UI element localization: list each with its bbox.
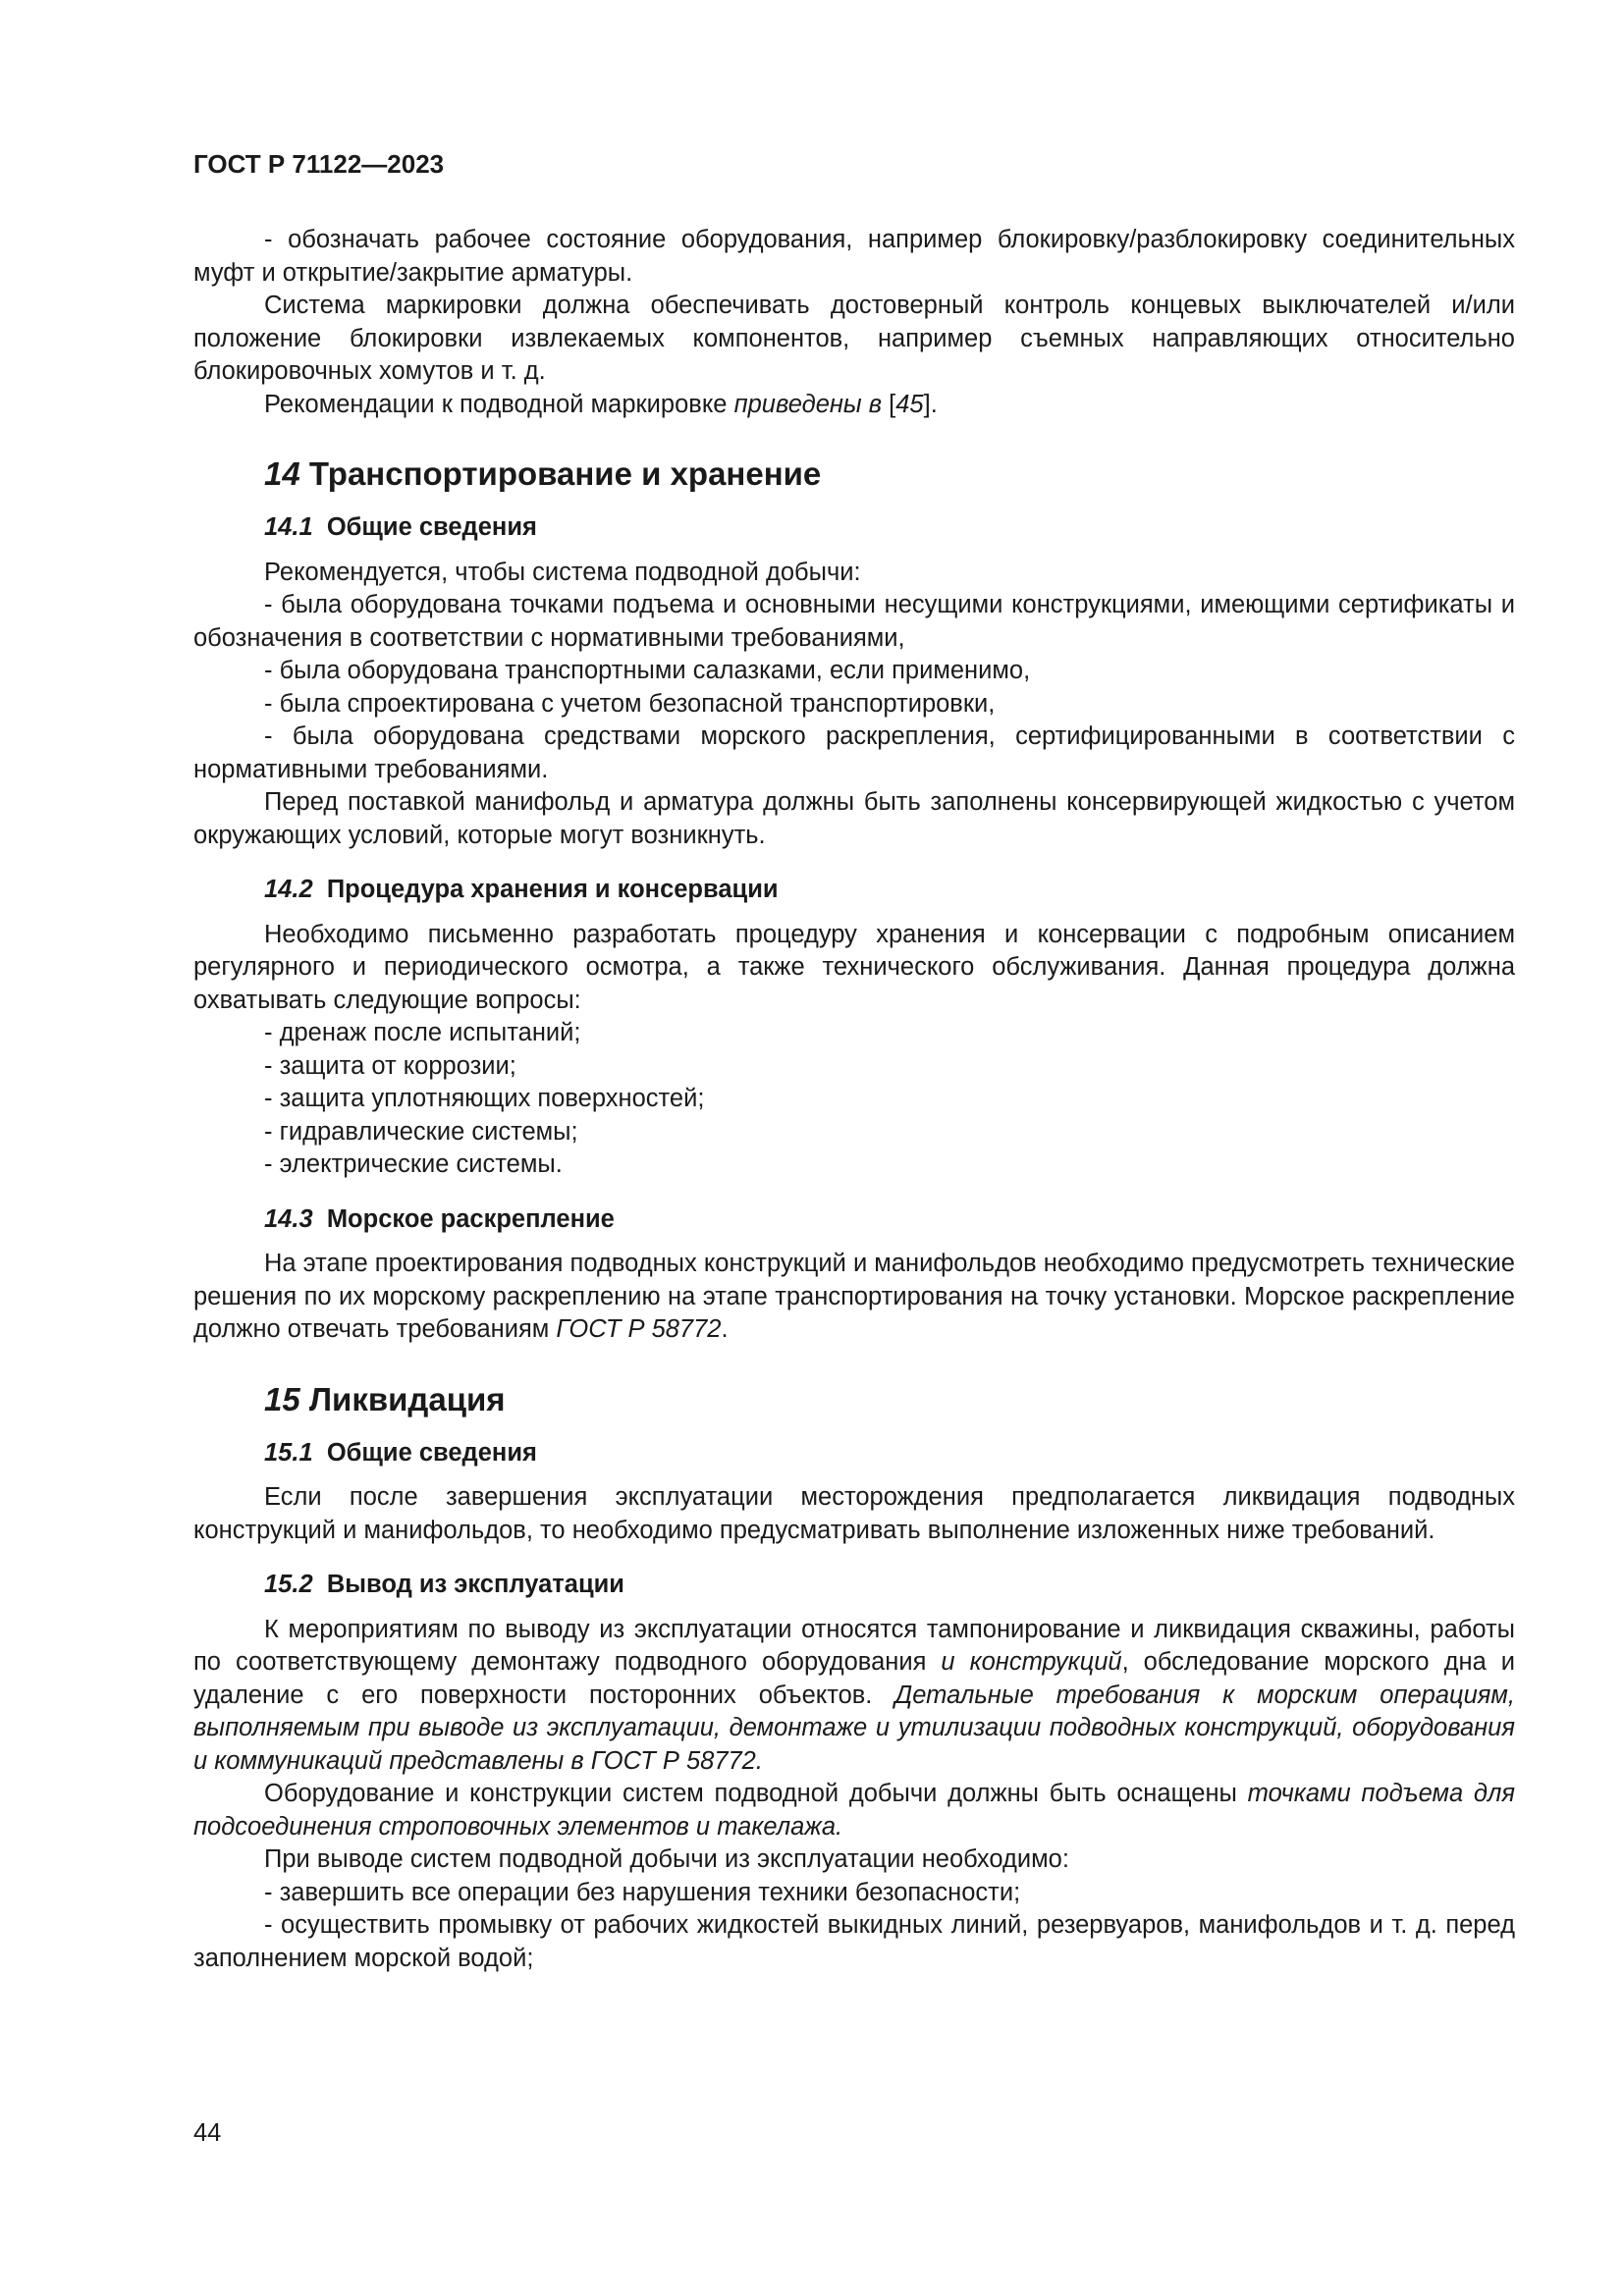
section-14-title: Транспортирование и хранение	[308, 455, 822, 492]
subsection-14-2-title: Процедура хранения и консервации	[326, 876, 779, 903]
subsection-15-2-number: 15.2	[264, 1571, 313, 1598]
subsection-14-1-number: 14.1	[264, 513, 313, 541]
section-15-title: Ликвидация	[308, 1380, 506, 1417]
subsection-14-3-number: 14.3	[264, 1204, 313, 1233]
subsection-14-1-tail: Перед поставкой манифольд и арматура должны быть заполнены консервирующей жидкостью с учетом окружающих условий, которые могут возникнуть.	[193, 788, 1515, 849]
subsection-15-1-number: 15.1	[264, 1438, 313, 1467]
list-item: - осуществить промывку от рабочих жидкостей выкидных линий, резервуаров, манифольдов и т. д. перед заполнением морской водой;	[193, 1911, 1515, 1972]
subsection-14-2-lead: Необходимо письменно разработать процедуру хранения и консервации с подробным описанием регулярного и периодического осмотра, а также технического обслуживания. Данная процедура должна охватывать следующие вопросы:	[193, 920, 1515, 1014]
p1-part-a: К мероприятиям по выводу из эксплуатации относятся тампонирование и ликвидация скважины, работы по соответствующему демонтажу подводного оборудования	[193, 1615, 1515, 1676]
subsection-14-3-text	[193, 1248, 1515, 1347]
subsection-15-1-heading	[264, 1437, 1515, 1470]
list-item: - защита от коррозии;	[264, 1051, 516, 1080]
subsection-14-3-text-end: .	[721, 1315, 729, 1343]
subsection-14-3-text-start: На этапе проектирования подводных конструкций и манифольдов необходимо предусмотреть технические решения по их морскому раскреплению на этапе транспортирования на точку установки. Морское раскрепление должно отвечать требованиям	[193, 1250, 1515, 1343]
intro-p3-mid: [	[882, 390, 896, 418]
p1-part-c: , обследование морского дна и удаление с его поверхности посторонних объектов.	[193, 1648, 1515, 1709]
subsection-14-1-lead: Рекомендуется, чтобы система подводной добычи:	[264, 558, 861, 586]
page-number: 44	[193, 2119, 222, 2147]
section-15-heading	[264, 1380, 1515, 1419]
list-item: - была оборудована точками подъема и основными несущими конструкциями, имеющими сертификаты и обозначения в соответствии с нормативными требованиями,	[193, 591, 1515, 652]
intro-paragraph-2: Система маркировки должна обеспечивать достоверный контроль концевых выключателей и/или положение блокировки извлекаемых компонентов, например съемных направляющих относительно блокировочных хомутов и т. д.	[193, 292, 1515, 385]
section-14-heading	[264, 454, 1515, 494]
subsection-15-2-paragraph-2	[193, 1778, 1515, 1843]
subsection-15-1-title: Общие сведения	[326, 1438, 537, 1467]
subsection-14-1-heading	[264, 511, 1515, 545]
intro-p3-end: ].	[923, 390, 938, 418]
document-code-header: ГОСТ Р 71122—2023	[193, 149, 445, 179]
p1-part-d: Детальные требования к морским операциям, выполняемым при выводе из эксплуатации, демонтаже и утилизации подводных конструкций, оборудования и коммуникаций представлены в ГОСТ Р 58772.	[193, 1681, 1515, 1775]
intro-p3-italic: приведены в	[733, 390, 883, 418]
subsection-14-3-title: Морское раскрепление	[326, 1204, 615, 1233]
list-item: - электрические системы.	[264, 1150, 563, 1178]
p1-part-b: и конструкций	[941, 1648, 1122, 1676]
subsection-15-1-text: Если после завершения эксплуатации месторождения предполагается ликвидация подводных конструкций и манифольдов, то необходимо предусматривать выполнение изложенных ниже требований.	[193, 1483, 1515, 1544]
subsection-15-2-paragraph-3: При выводе систем подводной добычи из эксплуатации необходимо:	[264, 1845, 1069, 1873]
list-item: - завершить все операции без нарушения техники безопасности;	[264, 1878, 1021, 1906]
intro-p3-start: Рекомендации к подводной маркировке	[264, 390, 734, 418]
document-body	[193, 224, 1515, 1975]
list-item: - гидравлические системы;	[264, 1117, 578, 1146]
p2-part-b: точками подъема для подсоединения строповочных элементов и такелажа.	[193, 1780, 1515, 1841]
subsection-15-2-paragraph-1	[193, 1614, 1515, 1779]
list-item: - дренаж после испытаний;	[264, 1019, 581, 1046]
subsection-14-2-heading	[264, 874, 1515, 907]
list-item: - была оборудована транспортными салазками, если применимо,	[264, 657, 1031, 684]
subsection-14-2-number: 14.2	[264, 876, 313, 903]
intro-p3-ref: 45	[895, 390, 924, 418]
p2-part-a: Оборудование и конструкции систем подводной добычи должны быть оснащены	[264, 1780, 1248, 1807]
subsection-14-1-title: Общие сведения	[326, 513, 537, 541]
intro-paragraph-3	[193, 389, 1515, 422]
subsection-15-2-title: Вывод из эксплуатации	[326, 1571, 624, 1598]
section-14-number: 14	[264, 455, 300, 492]
subsection-15-2-heading	[264, 1569, 1515, 1602]
list-item: - защита уплотняющих поверхностей;	[264, 1085, 705, 1112]
list-item: - была оборудована средствами морского раскрепления, сертифицированными в соответствии с нормативными требованиями.	[193, 722, 1515, 783]
gost-reference: ГОСТ Р 58772	[556, 1315, 722, 1343]
intro-paragraph-1: - обозначать рабочее состояние оборудования, например блокировку/разблокировку соединительных муфт и открытие/закрытие арматуры.	[193, 226, 1515, 287]
section-15-number: 15	[264, 1380, 300, 1417]
subsection-14-3-heading	[264, 1203, 1515, 1237]
list-item: - была спроектирована с учетом безопасной транспортировки,	[264, 689, 996, 718]
